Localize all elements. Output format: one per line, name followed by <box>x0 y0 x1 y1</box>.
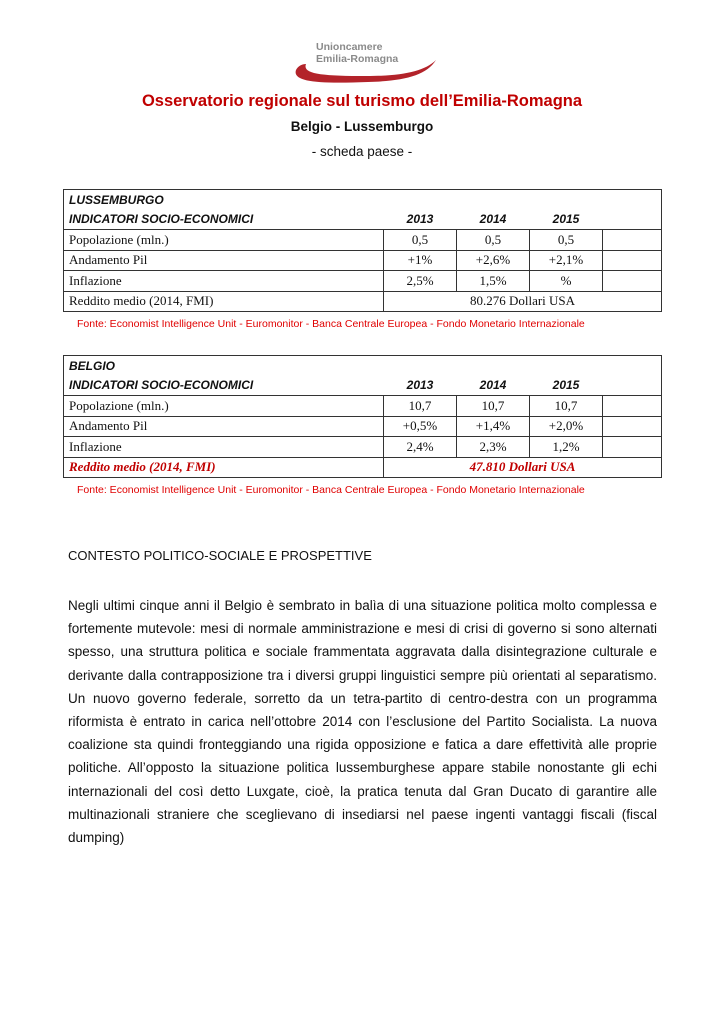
row-label: Popolazione (mln.) <box>64 230 384 251</box>
cell-value: +0,5% <box>384 416 457 437</box>
table-row <box>64 416 662 437</box>
section-heading: CONTESTO POLITICO-SOCIALE E PROSPETTIVE <box>68 548 372 563</box>
cell-value: 10,7 <box>530 396 603 417</box>
row-label: Andamento Pil <box>64 250 384 271</box>
cell-value: 0,5 <box>384 230 457 251</box>
table-row <box>64 230 662 251</box>
year-header: 2014 <box>457 376 530 396</box>
income-label: Reddito medio (2014, FMI) <box>64 291 384 312</box>
logo-text <box>316 41 398 65</box>
table-row <box>64 396 662 417</box>
cell-value: +2,0% <box>530 416 603 437</box>
cell-value: +2,6% <box>457 250 530 271</box>
cell-value: +1,4% <box>457 416 530 437</box>
cell-value: % <box>530 271 603 292</box>
table-header-label: INDICATORI SOCIO-ECONOMICI <box>64 210 384 230</box>
income-value: 80.276 Dollari USA <box>384 291 662 312</box>
logo-line-2: Emilia-Romagna <box>316 53 399 65</box>
cell-value: 1,2% <box>530 437 603 458</box>
income-label: Reddito medio (2014, FMI) <box>64 457 384 478</box>
table-country: LUSSEMBURGO <box>64 190 662 210</box>
cell-value: 2,4% <box>384 437 457 458</box>
table-country: BELGIO <box>64 356 662 376</box>
cell-value: 0,5 <box>530 230 603 251</box>
row-label: Inflazione <box>64 437 384 458</box>
cell-value: 2,3% <box>457 437 530 458</box>
year-header: 2015 <box>530 210 603 230</box>
row-label: Popolazione (mln.) <box>64 396 384 417</box>
row-label: Andamento Pil <box>64 416 384 437</box>
logo-line-1: Unioncamere <box>316 41 383 53</box>
scheda-label: - scheda paese - <box>311 144 413 159</box>
year-header: 2013 <box>384 210 457 230</box>
page-subtitle: Belgio - Lussemburgo <box>290 119 434 134</box>
table-row <box>64 250 662 271</box>
table-row <box>64 271 662 292</box>
source-note: Fonte: Economist Intelligence Unit - Euromonitor - Banca Centrale Europea - Fondo Monetario Internazionale <box>77 318 585 330</box>
year-header: 2014 <box>457 210 530 230</box>
cell-value: +2,1% <box>530 250 603 271</box>
indicators-table-lussemburgo <box>63 189 662 312</box>
year-header: 2015 <box>530 376 603 396</box>
cell-value: 0,5 <box>457 230 530 251</box>
indicators-table-belgio <box>63 355 662 478</box>
cell-value: 10,7 <box>457 396 530 417</box>
page-title: Osservatorio regionale sul turismo dell’Emilia-Romagna <box>141 92 583 110</box>
table-header-label: INDICATORI SOCIO-ECONOMICI <box>64 376 384 396</box>
cell-value: +1% <box>384 250 457 271</box>
table-row-income <box>64 457 662 478</box>
body-paragraph: Negli ultimi cinque anni il Belgio è sembrato in balìa di una situazione politica molto complessa e fortemente mutevole: mesi di normale amministrazione e mesi di crisi di governo si sono alternati spesso, una struttura politica e sociale frammentata aggravata dalla disintegrazione culturale e derivante dalla contrapposizione tra i diversi gruppi linguistici sempre più orientati al separatismo. Un nuovo governo federale, sorretto da un tetra-partito di centro-destra con un programma riformista è entrato in carica nell’ottobre 2014 con l’esclusione del Partito Socialista. La nuova coalizione sta quindi fronteggiando una rigida opposizione e fatica a dare effettività alle proprie politiche. All’opposto la situazione politica lussemburghese appare stabile nonostante gli echi internazionali del così detto Luxgate, cioè, la pratica tenuta dal Gran Ducato di garantire alle multinazionali straniere che sceglievano di insediarsi nel paese ingenti vantaggi fiscali (fiscal dumping) <box>68 598 657 846</box>
cell-value: 1,5% <box>457 271 530 292</box>
table-row <box>64 437 662 458</box>
income-value: 47.810 Dollari USA <box>384 457 662 478</box>
source-note: Fonte: Economist Intelligence Unit - Euromonitor - Banca Centrale Europea - Fondo Monetario Internazionale <box>77 484 585 496</box>
table-row-income <box>64 291 662 312</box>
cell-value: 2,5% <box>384 271 457 292</box>
row-label: Inflazione <box>64 271 384 292</box>
cell-value: 10,7 <box>384 396 457 417</box>
year-header: 2013 <box>384 376 457 396</box>
